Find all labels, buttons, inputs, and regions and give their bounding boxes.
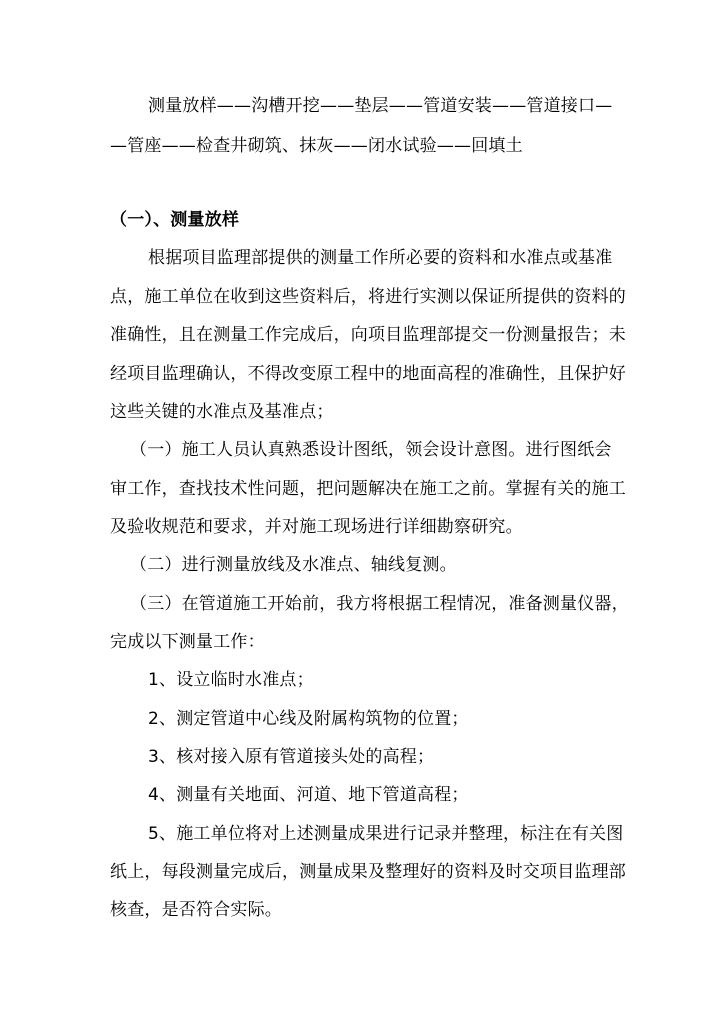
task-5-line-2: 纸上，每段测量完成后，测量成果及整理好的资料及时交项目监理部: [110, 862, 626, 882]
task-5-line-1: 5、施工单位将对上述测量成果进行记录并整理，标注在有关图: [148, 824, 624, 844]
section-heading: （一）、测量放样: [110, 210, 240, 230]
process-flow-line-1: 测量放样——沟槽开挖——垫层——管道安装——管道接口—: [148, 96, 613, 116]
item-one-line-1: （一）施工人员认真熟悉设计图纸，领会设计意图。进行图纸会: [130, 440, 612, 460]
task-3: 3、核对接入原有管道接头处的高程；: [148, 747, 435, 767]
intro-paragraph-line-4: 经项目监理确认，不得改变原工程中的地面高程的准确性，且保护好: [110, 364, 626, 384]
item-two: （二）进行测量放线及水准点、轴线复测。: [130, 555, 457, 575]
item-one-line-3: 及验收规范和要求，并对施工现场进行详细勘察研究。: [110, 517, 523, 537]
intro-paragraph-line-2: 点，施工单位在收到这些资料后，将进行实测以保证所提供的资料的: [110, 287, 626, 307]
intro-paragraph-line-1: 根据项目监理部提供的测量工作所必要的资料和水准点或基准: [148, 248, 613, 268]
item-three-line-1: （三）在管道施工开始前，我方将根据工程情况，准备测量仪器，: [130, 594, 629, 614]
task-1: 1、设立临时水准点；: [148, 670, 314, 690]
intro-paragraph-line-5: 这些关键的水准点及基准点；: [110, 402, 334, 422]
item-one-line-2: 审工作，查找技术性问题，把问题解决在施工之前。掌握有关的施工: [110, 479, 626, 499]
item-three-line-2: 完成以下测量工作：: [110, 632, 265, 652]
task-2: 2、测定管道中心线及附属构筑物的位置；: [148, 709, 469, 729]
task-4: 4、测量有关地面、河道、地下管道高程；: [148, 785, 469, 805]
process-flow-line-2: —管座——检查井砌筑、抹灰——闭水试验——回填土: [110, 136, 523, 156]
intro-paragraph-line-3: 准确性，且在测量工作完成后，向项目监理部提交一份测量报告；未: [110, 325, 626, 345]
task-5-line-3: 核查，是否符合实际。: [110, 900, 282, 920]
